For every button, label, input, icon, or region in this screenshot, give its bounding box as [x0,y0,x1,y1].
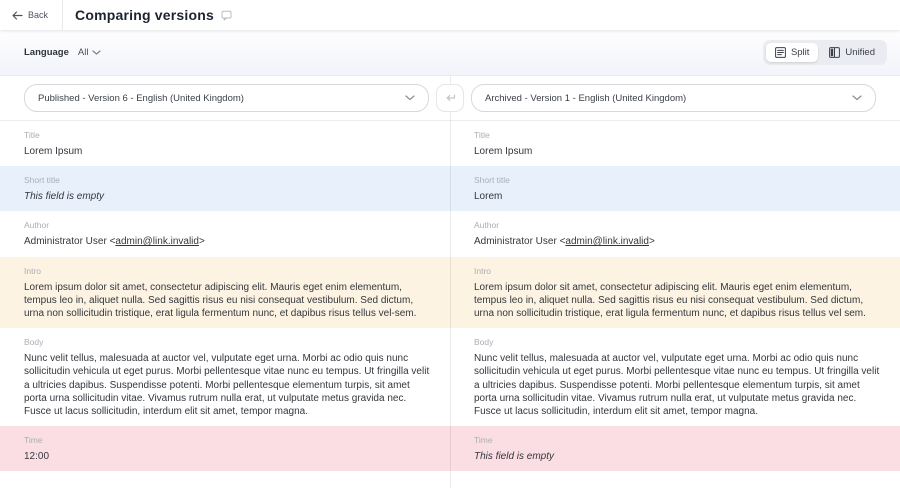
author-suffix-text: > [198,236,205,248]
left-version-cell [0,257,450,329]
field-value [24,235,432,248]
author-name-text: Administrator User < [24,236,116,248]
split-view-button[interactable] [766,43,818,62]
author-suffix-text: > [648,236,655,248]
field-label: Title [474,130,490,140]
version-selects-row [0,76,900,121]
row-short-title [0,166,900,211]
page-title: Comparing versions [75,7,214,23]
field-value: 12:00 [24,451,50,463]
title-wrap [63,0,244,30]
top-bar [0,0,900,30]
field-value: Lorem Ipsum [24,146,83,157]
right-version-select[interactable] [471,84,876,112]
field-label: Intro [24,265,42,276]
back-arrow-icon [12,11,23,20]
swap-versions-button[interactable] [436,84,464,112]
field-value: This field is empty [24,191,105,203]
swap-versions-icon [443,91,458,105]
field-label: Body [24,337,44,348]
field-label: Intro [474,265,492,276]
field-label: Time [474,435,493,446]
row-author [0,211,900,256]
back-label: Back [28,10,49,20]
language-value: All [77,47,89,58]
field-label: Author [24,220,50,231]
view-mode-toggle [763,40,887,65]
field-value: Nunc velit tellus, malesuada at auctor vel, vulputate eget urna. Morbi ac odio quis nunc sollicitudin vehicula ut eget purus. Morbi pellentesque vitae nunc eu tempus. Ut fringilla velit a ultricies dapibus. Suspendisse potenti. Morbi pellentesque elementum turpis, sit amet porta urna sollicitudin vitae. Vivamus rutrum nulla erat, ut vulputate metus gravida nec. Fusce ut lacus sollicitudin, interdum elit sit amet, tempor magna. [474,353,880,417]
unified-view-icon [829,47,840,58]
right-version-cell [450,121,900,166]
row-title [0,121,900,166]
author-email-link[interactable]: admin@link.invalid [565,236,649,248]
unified-view-label: Unified [845,47,875,58]
chevron-down-icon [852,95,862,101]
field-value: Lorem ipsum dolor sit amet, consectetur adipiscing elit. Mauris eget enim elementum, tempus leo in, aliquet nulla. Sed sagittis risus eu nisi consequat vestibulum. Sed dictum, urna non sollicitudin tristique, erat ligula fermentum nunc, et dapibus risus tellus vel-sem. [24,281,417,319]
comment-icon [221,10,232,21]
row-intro [0,257,900,329]
field-value: This field is empty [474,451,555,463]
toolbar [0,30,900,76]
left-version-select[interactable] [24,84,429,112]
unified-view-button[interactable] [820,43,884,62]
right-version-cell [450,166,900,211]
left-version-value: Published - Version 6 - English (United Kingdom) [38,92,244,104]
field-label: Author [474,220,500,231]
left-version-cell [0,328,450,426]
author-email-link[interactable]: admin@link.invalid [115,236,199,248]
left-version-cell [0,121,450,166]
right-version-cell [450,426,900,471]
language-filter [24,47,101,58]
left-version-cell [0,426,450,471]
field-value: Lorem Ipsum [474,146,533,157]
compare-area [0,76,900,488]
split-view-icon [775,47,786,58]
field-comparison-list [0,121,900,471]
right-version-cell [450,211,900,256]
row-body [0,328,900,426]
left-version-cell [0,166,450,211]
back-button[interactable] [0,0,63,30]
field-value: Lorem ipsum dolor sit amet, consectetur adipiscing elit. Mauris eget enim elementum, tempus leo in, aliquet nulla. Sed sagittis risus eu nisi consequat vestibulum. Sed dictum, urna non sollicitudin tristique, erat ligula fermentum nunc, et dapibus risus tellus vel sem. [474,281,866,319]
field-value: Nunc velit tellus, malesuada at auctor vel, vulputate eget urna. Morbi ac odio quis nunc sollicitudin vehicula ut eget purus. Morbi pellentesque vitae nunc eu tempus. Ut fringilla velit a ultricies dapibus. Suspendisse potenti. Morbi pellentesque elementum turpis, sit amet porta urna sollicitudin vitae. Vivamus rutrum nulla erat, ut vulputate metus gravida nec. Fusce ut lacus sollicitudin, interdum elit sit amet, tempor magna. [24,353,430,417]
field-value: Lorem [474,191,503,203]
field-label: Title [24,130,40,140]
field-label: Short title [24,175,60,186]
field-label: Short title [474,175,510,186]
left-version-cell [0,211,450,256]
author-name-text: Administrator User < [474,236,566,248]
right-version-value: Archived - Version 1 - English (United Kingdom) [485,92,687,104]
field-value [474,235,882,248]
row-time [0,426,900,471]
right-version-cell [450,257,900,329]
chevron-down-icon [405,95,415,101]
language-dropdown[interactable] [78,47,102,58]
field-label: Time [24,435,43,446]
language-label: Language [24,47,69,58]
split-view-label: Split [790,47,810,58]
field-label: Body [474,337,494,348]
right-version-cell [450,328,900,426]
chevron-down-icon [92,50,101,55]
